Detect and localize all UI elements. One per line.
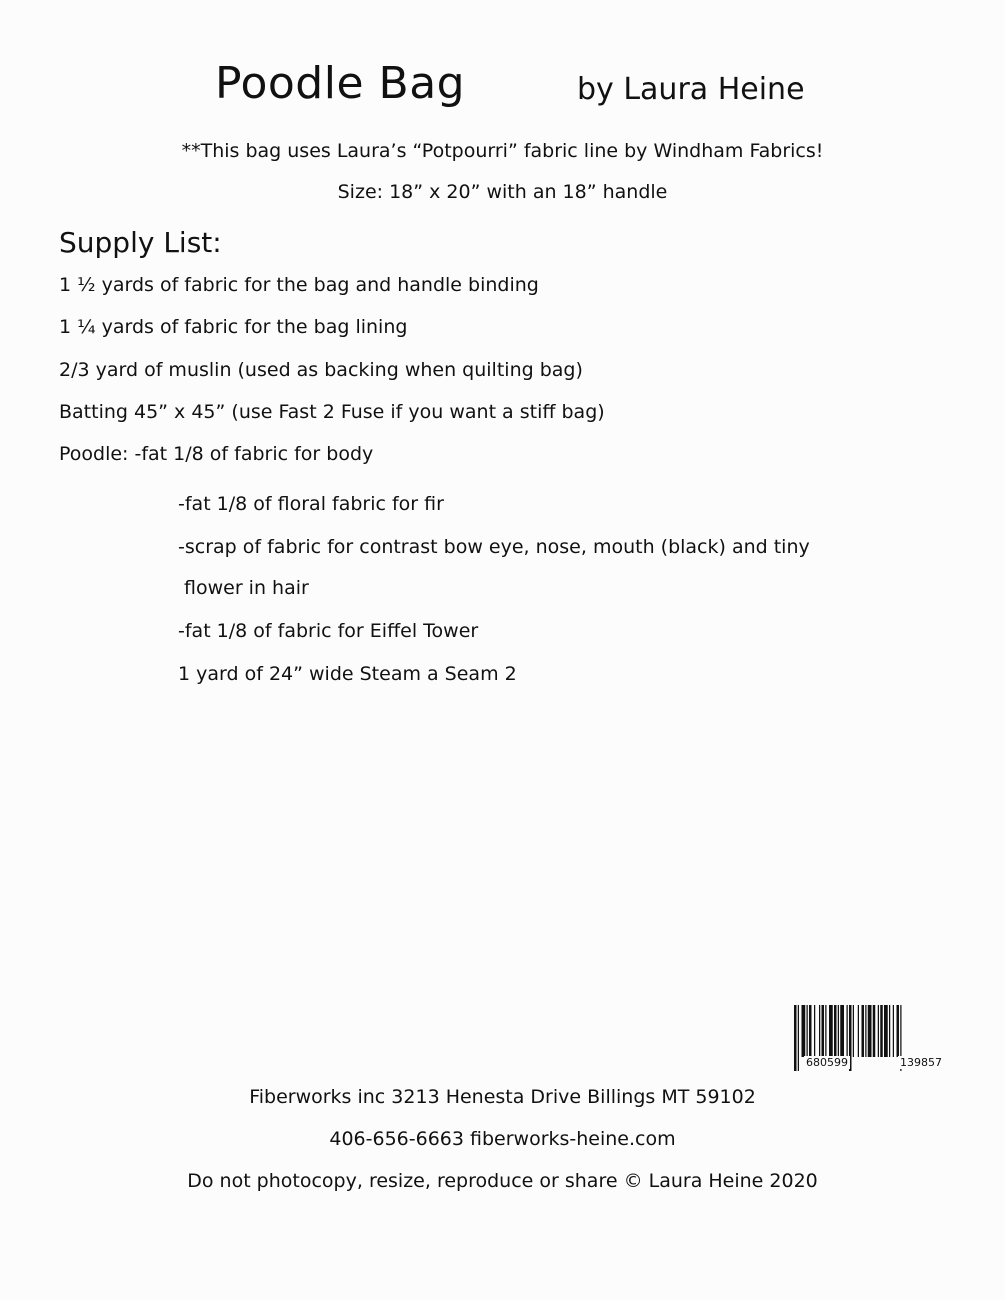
barcode-bar [822, 1005, 825, 1057]
supply-sub-item: -fat 1/8 of fabric for Eiffel Tower [178, 620, 479, 642]
barcode-left-digits: 680599 [806, 1056, 848, 1069]
barcode-bar [838, 1005, 839, 1057]
barcode-right-digits: 139857 [900, 1056, 942, 1069]
author-byline: by Laura Heine [577, 72, 805, 107]
barcode-bar [834, 1005, 837, 1057]
supply-list-heading: Supply List: [59, 226, 222, 259]
barcode-bar [802, 1005, 806, 1057]
supply-sub-item: -fat 1/8 of floral fabric for fir [178, 493, 444, 515]
barcode-bar [862, 1005, 865, 1057]
supply-sub-item: flower in hair [184, 577, 309, 599]
barcode-bar [847, 1005, 848, 1057]
barcode-bar [897, 1005, 900, 1057]
barcode-bar [807, 1005, 808, 1057]
barcode-bar [868, 1005, 872, 1057]
supply-item: 2/3 yard of muslin (used as backing when quilting bag) [59, 359, 583, 381]
supply-sub-item: -scrap of fabric for contrast bow eye, nose, mouth (black) and tiny [178, 536, 810, 558]
barcode-bar [798, 1005, 799, 1071]
barcode-bar [893, 1005, 894, 1057]
barcode-bar [878, 1005, 879, 1057]
barcode-bar [829, 1005, 833, 1057]
barcode-bar [809, 1005, 812, 1057]
supply-item: 1 ¼ yards of fabric for the bag lining [59, 316, 408, 338]
barcode-bar [884, 1005, 888, 1057]
footer-contact: 406-656-6663 fiberworks-heine.com [329, 1128, 676, 1150]
barcode-bar [840, 1005, 844, 1057]
footer-copyright: Do not photocopy, resize, reproduce or share © Laura Heine 2020 [187, 1170, 818, 1192]
barcode-bar [858, 1005, 859, 1057]
barcode-bar [880, 1005, 883, 1057]
fabric-note: **This bag uses Laura’s “Potpourri” fabric line by Windham Fabrics! [181, 140, 824, 162]
footer-address: Fiberworks inc 3213 Henesta Drive Billings MT 59102 [249, 1086, 756, 1108]
document-title: Poodle Bag [215, 58, 466, 109]
barcode-bar [814, 1005, 815, 1057]
supply-sub-item: 1 yard of 24” wide Steam a Seam 2 [178, 663, 517, 685]
barcode-bar [865, 1005, 866, 1057]
supply-item: 1 ½ yards of fabric for the bag and handle binding [59, 274, 539, 296]
barcode-bar [819, 1005, 820, 1057]
supply-item: Batting 45” x 45” (use Fast 2 Fuse if you want a stiff bag) [59, 401, 605, 423]
barcode-bar [825, 1005, 826, 1057]
supply-item: Poodle: -fat 1/8 of fabric for body [59, 443, 374, 465]
barcode-bar [794, 1005, 797, 1071]
barcode-bar [873, 1005, 876, 1057]
bag-size: Size: 18” x 20” with an 18” handle [337, 181, 668, 203]
barcode-bar [889, 1005, 890, 1057]
barcode-bar [853, 1005, 854, 1057]
